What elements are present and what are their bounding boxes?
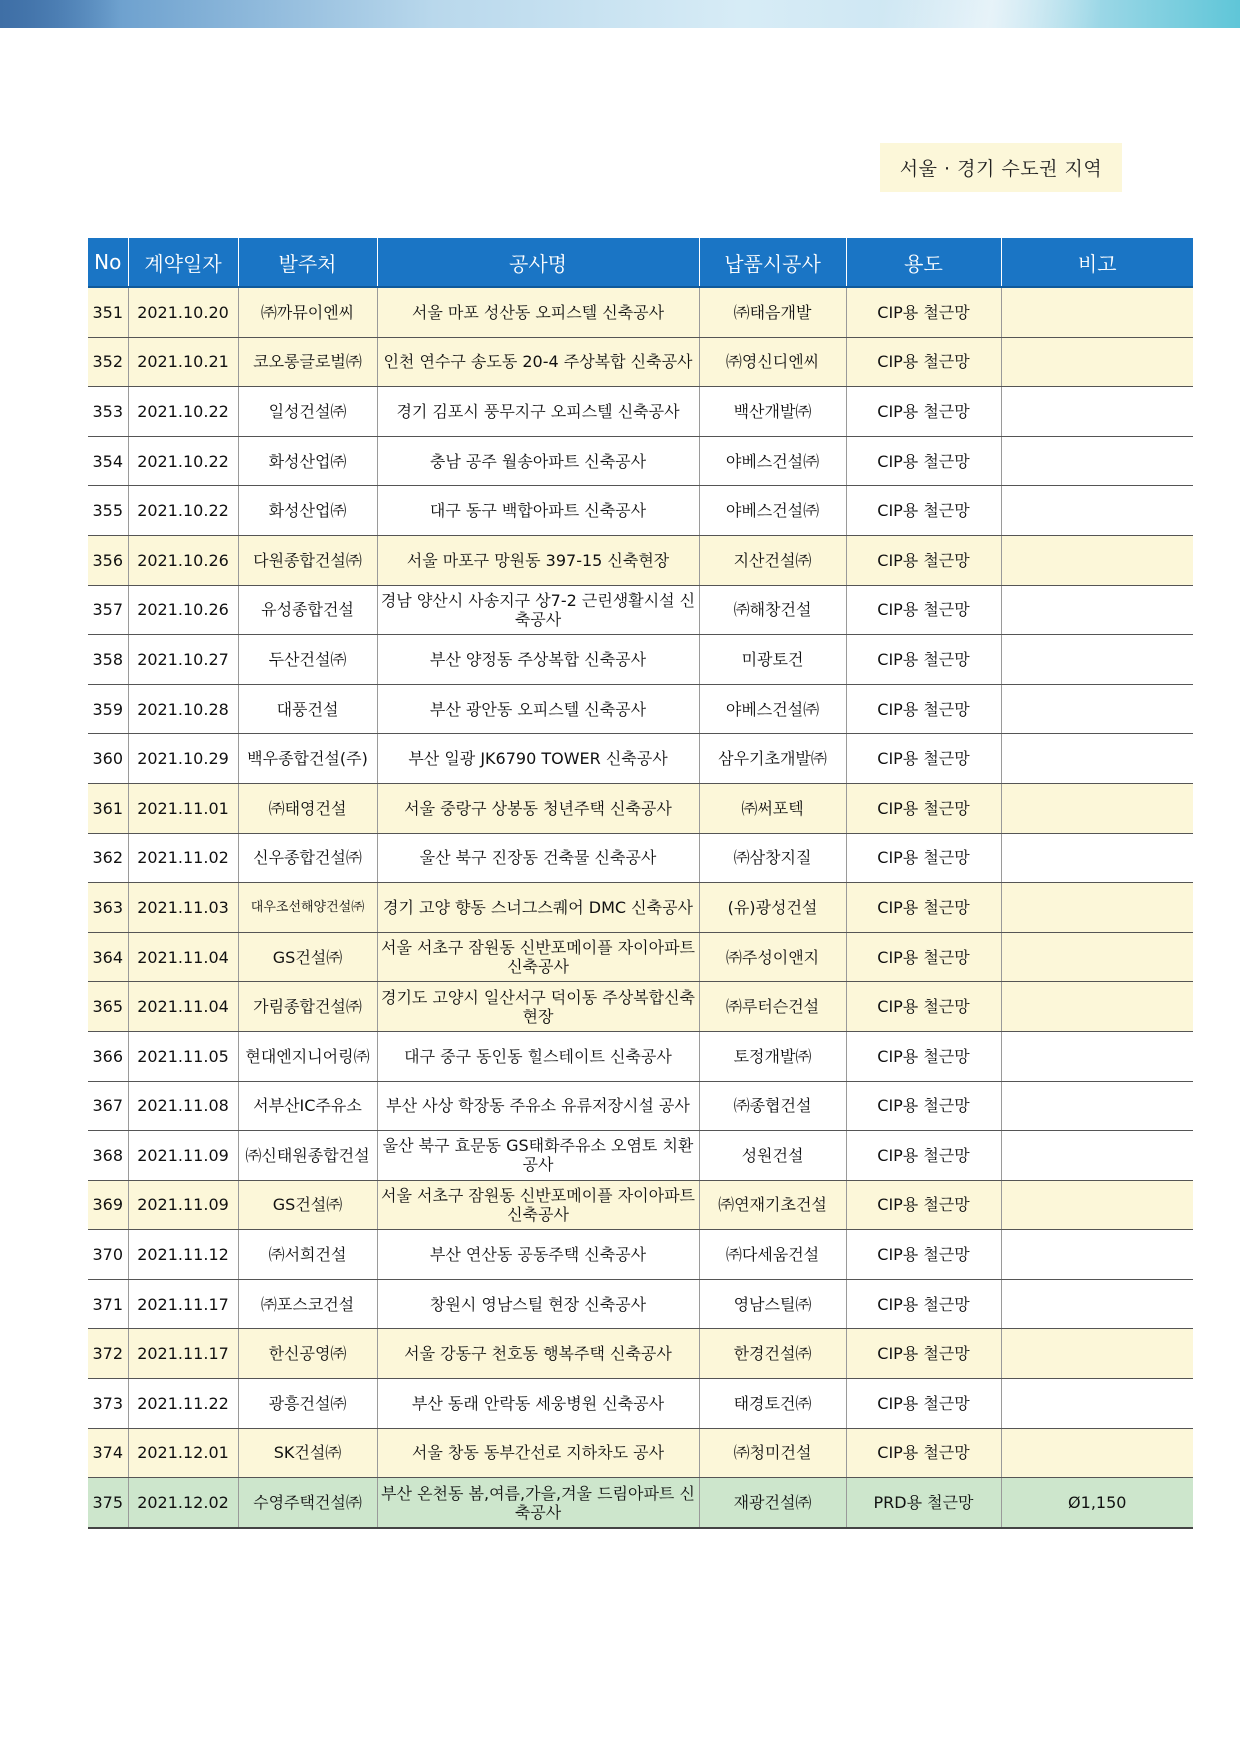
cell-project-name: 서울 중랑구 상봉동 청년주택 신축공사 [377, 783, 699, 833]
cell-contractor: 재광건설㈜ [699, 1478, 846, 1528]
cell-use: CIP용 철근망 [846, 1131, 1001, 1181]
cell-client: ㈜포스코건설 [238, 1279, 377, 1329]
cell-no: 369 [88, 1180, 128, 1230]
cell-contractor: 야베스건설㈜ [699, 684, 846, 734]
table-row [88, 982, 1193, 1032]
table-row [88, 1031, 1193, 1081]
cell-no: 375 [88, 1478, 128, 1528]
cell-project-name: 대구 중구 동인동 힐스테이트 신축공사 [377, 1031, 699, 1081]
cell-contractor: 야베스건설㈜ [699, 436, 846, 486]
cell-use: CIP용 철근망 [846, 1379, 1001, 1429]
table-row [88, 1329, 1193, 1379]
table-row [88, 436, 1193, 486]
cell-client: ㈜서희건설 [238, 1230, 377, 1280]
cell-contract-date: 2021.11.08 [128, 1081, 238, 1131]
table-row [88, 1279, 1193, 1329]
cell-note [1001, 1131, 1193, 1181]
cell-client: GS건설㈜ [238, 932, 377, 982]
cell-client: 한신공영㈜ [238, 1329, 377, 1379]
cell-contract-date: 2021.11.09 [128, 1180, 238, 1230]
cell-use: CIP용 철근망 [846, 684, 1001, 734]
cell-project-name: 울산 북구 진장동 건축물 신축공사 [377, 833, 699, 883]
cell-use: CIP용 철근망 [846, 436, 1001, 486]
cell-contract-date: 2021.10.29 [128, 734, 238, 784]
cell-contractor: ㈜영신디엔씨 [699, 337, 846, 387]
cell-no: 370 [88, 1230, 128, 1280]
cell-client: 가림종합건설㈜ [238, 982, 377, 1032]
table-row [88, 1131, 1193, 1181]
cell-project-name: 창원시 영남스틸 현장 신축공사 [377, 1279, 699, 1329]
cell-note [1001, 1329, 1193, 1379]
cell-no: 355 [88, 486, 128, 536]
cell-client: 유성종합건설 [238, 585, 377, 635]
table-row [88, 585, 1193, 635]
cell-contractor: ㈜연재기초건설 [699, 1180, 846, 1230]
cell-use: CIP용 철근망 [846, 1081, 1001, 1131]
cell-client: 화성산업㈜ [238, 486, 377, 536]
table-row [88, 1230, 1193, 1280]
cell-note [1001, 1379, 1193, 1429]
cell-client: 대우조선해양건설㈜ [238, 883, 377, 933]
cell-use: CIP용 철근망 [846, 883, 1001, 933]
table-row [88, 337, 1193, 387]
cell-contract-date: 2021.11.22 [128, 1379, 238, 1429]
cell-use: CIP용 철근망 [846, 1031, 1001, 1081]
table-row [88, 783, 1193, 833]
band-light-streak [880, 0, 1100, 28]
table-row [88, 635, 1193, 685]
cell-note [1001, 1279, 1193, 1329]
cell-project-name: 서울 창동 동부간선로 지하차도 공사 [377, 1428, 699, 1478]
cell-no: 360 [88, 734, 128, 784]
cell-use: CIP용 철근망 [846, 1230, 1001, 1280]
cell-no: 352 [88, 337, 128, 387]
cell-project-name: 인천 연수구 송도동 20-4 주상복합 신축공사 [377, 337, 699, 387]
cell-note [1001, 783, 1193, 833]
cell-client: ㈜신태원종합건설 [238, 1131, 377, 1181]
cell-contract-date: 2021.10.20 [128, 287, 238, 337]
header-no: No [88, 238, 128, 287]
cell-use: CIP용 철근망 [846, 783, 1001, 833]
cell-contract-date: 2021.10.21 [128, 337, 238, 387]
cell-use: CIP용 철근망 [846, 982, 1001, 1032]
cell-client: SK건설㈜ [238, 1428, 377, 1478]
cell-no: 362 [88, 833, 128, 883]
cell-use: CIP용 철근망 [846, 387, 1001, 437]
cell-no: 364 [88, 932, 128, 982]
table-row [88, 486, 1193, 536]
cell-client: 화성산업㈜ [238, 436, 377, 486]
cell-contract-date: 2021.10.22 [128, 436, 238, 486]
cell-contractor: 태경토건㈜ [699, 1379, 846, 1429]
cell-client: GS건설㈜ [238, 1180, 377, 1230]
region-label: 서울 · 경기 수도권 지역 [880, 143, 1122, 192]
header-row [88, 238, 1193, 287]
cell-no: 358 [88, 635, 128, 685]
cell-contractor: ㈜태음개발 [699, 287, 846, 337]
cell-client: ㈜까뮤이엔씨 [238, 287, 377, 337]
cell-no: 367 [88, 1081, 128, 1131]
top-decorative-band [0, 0, 1240, 28]
band-shade [0, 0, 120, 28]
cell-project-name: 부산 광안동 오피스텔 신축공사 [377, 684, 699, 734]
cell-no: 368 [88, 1131, 128, 1181]
cell-project-name: 경기 김포시 풍무지구 오피스텔 신축공사 [377, 387, 699, 437]
cell-project-name: 대구 동구 백합아파트 신축공사 [377, 486, 699, 536]
cell-use: CIP용 철근망 [846, 1329, 1001, 1379]
cell-no: 354 [88, 436, 128, 486]
cell-contract-date: 2021.11.04 [128, 932, 238, 982]
cell-project-name: 부산 일광 JK6790 TOWER 신축공사 [377, 734, 699, 784]
cell-use: PRD용 철근망 [846, 1478, 1001, 1528]
cell-note [1001, 337, 1193, 387]
header-client: 발주처 [238, 238, 377, 287]
cell-client: 서부산IC주유소 [238, 1081, 377, 1131]
cell-no: 372 [88, 1329, 128, 1379]
table-row [88, 1180, 1193, 1230]
cell-contract-date: 2021.11.02 [128, 833, 238, 883]
cell-contract-date: 2021.11.05 [128, 1031, 238, 1081]
table-row [88, 684, 1193, 734]
cell-no: 373 [88, 1379, 128, 1429]
cell-use: CIP용 철근망 [846, 1180, 1001, 1230]
table-row [88, 833, 1193, 883]
cell-contractor: 야베스건설㈜ [699, 486, 846, 536]
cell-note [1001, 635, 1193, 685]
cell-contractor: 미광토건 [699, 635, 846, 685]
cell-note: Ø1,150 [1001, 1478, 1193, 1528]
cell-no: 361 [88, 783, 128, 833]
header-note: 비고 [1001, 238, 1193, 287]
cell-contractor: ㈜청미건설 [699, 1428, 846, 1478]
cell-note [1001, 436, 1193, 486]
cell-use: CIP용 철근망 [846, 833, 1001, 883]
table-row [88, 1081, 1193, 1131]
cell-no: 353 [88, 387, 128, 437]
cell-contract-date: 2021.12.01 [128, 1428, 238, 1478]
cell-project-name: 충남 공주 월송아파트 신축공사 [377, 436, 699, 486]
cell-project-name: 부산 양정동 주상복합 신축공사 [377, 635, 699, 685]
cell-contractor: 지산건설㈜ [699, 535, 846, 585]
cell-project-name: 경기도 고양시 일산서구 덕이동 주상복합신축현장 [377, 982, 699, 1032]
table-row [88, 932, 1193, 982]
cell-note [1001, 1031, 1193, 1081]
cell-use: CIP용 철근망 [846, 932, 1001, 982]
cell-note [1001, 287, 1193, 337]
cell-note [1001, 1081, 1193, 1131]
cell-contract-date: 2021.10.26 [128, 585, 238, 635]
table-row [88, 1428, 1193, 1478]
cell-use: CIP용 철근망 [846, 1428, 1001, 1478]
header-contractor: 납품시공사 [699, 238, 846, 287]
cell-use: CIP용 철근망 [846, 635, 1001, 685]
cell-note [1001, 883, 1193, 933]
cell-client: 코오롱글로벌㈜ [238, 337, 377, 387]
cell-note [1001, 734, 1193, 784]
cell-use: CIP용 철근망 [846, 1279, 1001, 1329]
contract-table [88, 238, 1193, 1529]
cell-client: 일성건설㈜ [238, 387, 377, 437]
cell-contract-date: 2021.10.22 [128, 387, 238, 437]
cell-project-name: 서울 서초구 잠원동 신반포메이플 자이아파트 신축공사 [377, 932, 699, 982]
table-row [88, 535, 1193, 585]
table-header [88, 238, 1193, 287]
cell-no: 371 [88, 1279, 128, 1329]
cell-client: ㈜태영건설 [238, 783, 377, 833]
cell-client: 수영주택건설㈜ [238, 1478, 377, 1528]
cell-contractor: ㈜써포텍 [699, 783, 846, 833]
cell-client: 백우종합건설(주) [238, 734, 377, 784]
cell-contract-date: 2021.12.02 [128, 1478, 238, 1528]
cell-note [1001, 932, 1193, 982]
cell-contract-date: 2021.10.26 [128, 535, 238, 585]
cell-client: 신우종합건설㈜ [238, 833, 377, 883]
cell-note [1001, 387, 1193, 437]
cell-contract-date: 2021.11.17 [128, 1279, 238, 1329]
cell-contractor: ㈜다세움건설 [699, 1230, 846, 1280]
cell-project-name: 서울 마포구 망원동 397-15 신축현장 [377, 535, 699, 585]
cell-client: 현대엔지니어링㈜ [238, 1031, 377, 1081]
table-row [88, 287, 1193, 337]
cell-contract-date: 2021.11.09 [128, 1131, 238, 1181]
cell-contractor: 백산개발㈜ [699, 387, 846, 437]
cell-use: CIP용 철근망 [846, 486, 1001, 536]
cell-contract-date: 2021.11.01 [128, 783, 238, 833]
cell-client: 대풍건설 [238, 684, 377, 734]
cell-contract-date: 2021.10.22 [128, 486, 238, 536]
cell-client: 두산건설㈜ [238, 635, 377, 685]
cell-note [1001, 535, 1193, 585]
cell-client: 다원종합건설㈜ [238, 535, 377, 585]
cell-contract-date: 2021.11.04 [128, 982, 238, 1032]
cell-contract-date: 2021.11.03 [128, 883, 238, 933]
cell-contractor: ㈜삼창지질 [699, 833, 846, 883]
cell-project-name: 부산 온천동 봄,여름,가을,겨울 드림아파트 신축공사 [377, 1478, 699, 1528]
header-use: 용도 [846, 238, 1001, 287]
cell-project-name: 경기 고양 향동 스너그스퀘어 DMC 신축공사 [377, 883, 699, 933]
cell-no: 356 [88, 535, 128, 585]
header-contract-date: 계약일자 [128, 238, 238, 287]
cell-contractor: 영남스틸㈜ [699, 1279, 846, 1329]
cell-no: 374 [88, 1428, 128, 1478]
cell-contractor: ㈜해창건설 [699, 585, 846, 635]
table-row [88, 387, 1193, 437]
cell-no: 363 [88, 883, 128, 933]
cell-contractor: 한경건설㈜ [699, 1329, 846, 1379]
cell-no: 359 [88, 684, 128, 734]
cell-contract-date: 2021.11.17 [128, 1329, 238, 1379]
cell-project-name: 부산 동래 안락동 세웅병원 신축공사 [377, 1379, 699, 1429]
cell-note [1001, 684, 1193, 734]
cell-project-name: 울산 북구 효문동 GS태화주유소 오염토 치환공사 [377, 1131, 699, 1181]
cell-project-name: 서울 서초구 잠원동 신반포메이플 자이아파트 신축공사 [377, 1180, 699, 1230]
cell-contractor: 토정개발㈜ [699, 1031, 846, 1081]
cell-contractor: ㈜루터슨건설 [699, 982, 846, 1032]
cell-contractor: 삼우기초개발㈜ [699, 734, 846, 784]
cell-use: CIP용 철근망 [846, 337, 1001, 387]
table-row [88, 1379, 1193, 1429]
cell-project-name: 경남 양산시 사송지구 상7-2 근린생활시설 신축공사 [377, 585, 699, 635]
cell-use: CIP용 철근망 [846, 734, 1001, 784]
table-row [88, 1478, 1193, 1528]
cell-contractor: (유)광성건설 [699, 883, 846, 933]
cell-no: 366 [88, 1031, 128, 1081]
cell-project-name: 서울 강동구 천호동 행복주택 신축공사 [377, 1329, 699, 1379]
cell-note [1001, 486, 1193, 536]
cell-client: 광흥건설㈜ [238, 1379, 377, 1429]
cell-project-name: 서울 마포 성산동 오피스텔 신축공사 [377, 287, 699, 337]
cell-contract-date: 2021.10.28 [128, 684, 238, 734]
cell-note [1001, 1180, 1193, 1230]
cell-contractor: 성원건설 [699, 1131, 846, 1181]
cell-project-name: 부산 사상 학장동 주유소 유류저장시설 공사 [377, 1081, 699, 1131]
cell-no: 357 [88, 585, 128, 635]
table-row [88, 734, 1193, 784]
cell-use: CIP용 철근망 [846, 535, 1001, 585]
cell-note [1001, 1428, 1193, 1478]
cell-note [1001, 982, 1193, 1032]
cell-no: 365 [88, 982, 128, 1032]
cell-project-name: 부산 연산동 공동주택 신축공사 [377, 1230, 699, 1280]
cell-note [1001, 1230, 1193, 1280]
cell-use: CIP용 철근망 [846, 585, 1001, 635]
cell-contract-date: 2021.11.12 [128, 1230, 238, 1280]
cell-note [1001, 833, 1193, 883]
cell-contractor: ㈜종협건설 [699, 1081, 846, 1131]
table-row [88, 883, 1193, 933]
header-project-name: 공사명 [377, 238, 699, 287]
cell-note [1001, 585, 1193, 635]
cell-no: 351 [88, 287, 128, 337]
table-body [88, 287, 1193, 1528]
cell-contractor: ㈜주성이앤지 [699, 932, 846, 982]
cell-contract-date: 2021.10.27 [128, 635, 238, 685]
cell-use: CIP용 철근망 [846, 287, 1001, 337]
